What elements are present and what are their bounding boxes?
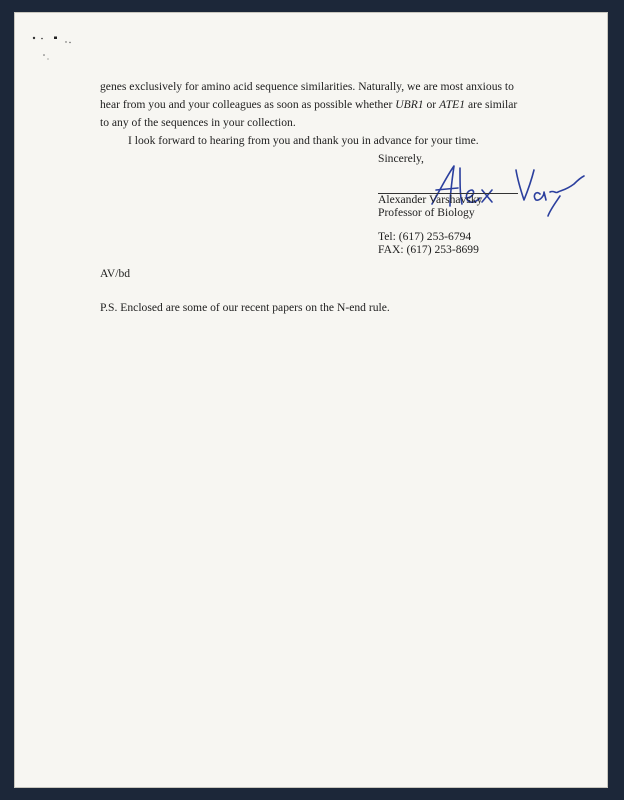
fax: FAX: (617) 253-8699	[378, 242, 479, 256]
body-line-1	[100, 78, 520, 96]
letter-page	[14, 12, 608, 788]
body-line-3-text: to any of the sequences in your collection.	[100, 116, 296, 129]
signer-title: Professor of Biology	[378, 205, 475, 219]
typist-initials: AV/bd	[100, 267, 131, 280]
body-line-1-text: genes exclusively for amino acid sequence similarities. Naturally, we are most anxious to	[100, 80, 514, 93]
body-line-2-after: are similar	[465, 98, 518, 111]
signer-block	[378, 194, 482, 219]
body-line-2	[100, 96, 520, 114]
telephone: Tel: (617) 253-6794	[378, 230, 472, 243]
body-line-2-mid: or	[423, 98, 440, 111]
scan-specks	[28, 34, 98, 74]
contact-block	[378, 231, 479, 256]
body-line-2-text: hear from you and your colleagues as soon as possible whether	[100, 98, 396, 111]
postscript: P.S. Enclosed are some of our recent papers on the N-end rule.	[100, 301, 390, 314]
complimentary-close: Sincerely,	[378, 152, 424, 165]
closing-paragraph: I look forward to hearing from you and thank you in advance for your time.	[128, 134, 479, 147]
body-line-3	[100, 114, 520, 132]
body-paragraph	[100, 78, 520, 150]
gene-name-ate1: ATE1	[439, 98, 466, 111]
gene-name-ubr1: UBR1	[395, 98, 424, 111]
signer-name: Alexander Varshavsky	[378, 193, 483, 206]
